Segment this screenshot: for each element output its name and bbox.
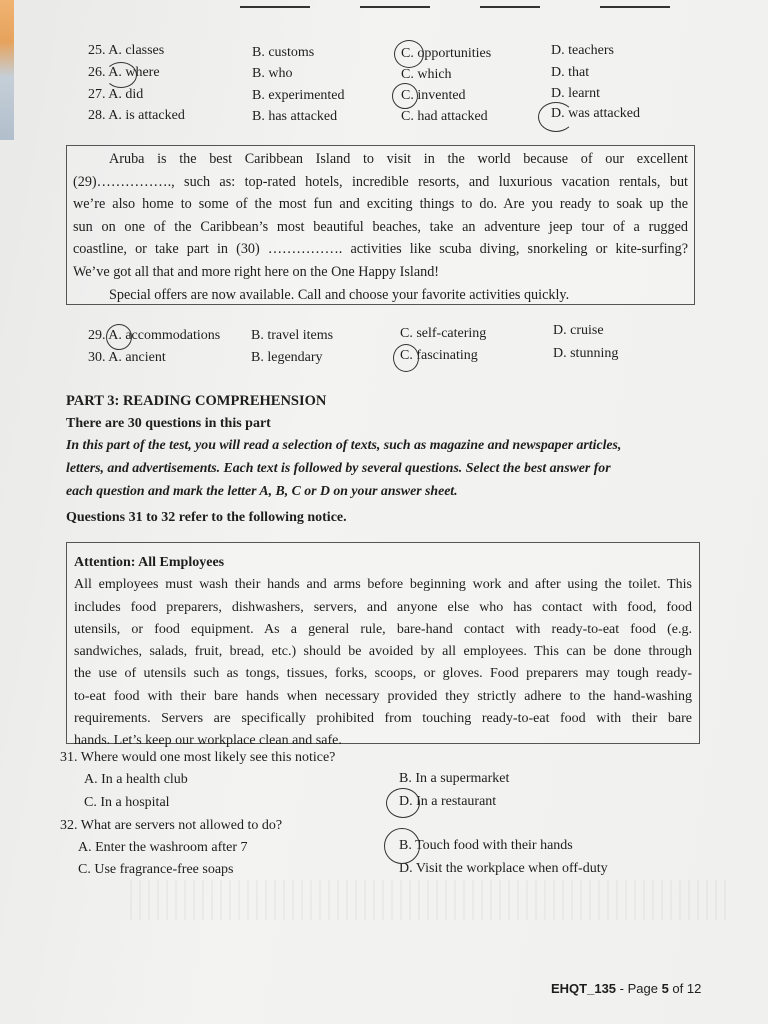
q26-a: 26. A. where [88, 65, 160, 80]
q29-d: D. cruise [553, 323, 604, 338]
q26-c: C. which [401, 67, 452, 82]
q30-a: 30. A. ancient [88, 350, 166, 365]
page-edge-strip [0, 0, 14, 140]
q30-c: C. fascinating [400, 348, 478, 363]
aruba-line-5: coastline, or take part in (30) ……………. activities like scuba diving, snorkeling or kite-surfing? [73, 241, 688, 258]
q29-a: 29. A. accommodations [88, 328, 221, 343]
aruba-line-4: sun on one of the Caribbean’s most beautiful beaches, take an adventure jeep tour of a rugged [73, 218, 688, 235]
part3-question-count: There are 30 questions in this part [66, 416, 271, 431]
answer-circle-q27 [392, 83, 418, 109]
part3-instructions-line-1: In this part of the test, you will read a selection of texts, such as magazine and newspaper articles, [66, 437, 622, 452]
answer-circle-q31 [386, 788, 420, 818]
q27-c: C. invented [401, 88, 466, 103]
aruba-line-3: we’re also home to some of the most fun and exciting things to do. Are you ready to soak up the [73, 196, 688, 213]
notice-line-8: hands. Let’s keep our workplace clean and safe. [74, 733, 342, 749]
notice-line-5: the use of utensils such as tongs, tissues, forks, scoops, or gloves. Food preparers may tough ready- [74, 666, 692, 682]
aruba-line-1: Aruba is the best Caribbean Island to visit in the world because of our excellent [109, 151, 688, 167]
answer-circle-q30 [393, 344, 419, 372]
q26-b: B. who [252, 66, 293, 81]
q27-b: B. experimented [252, 88, 345, 103]
q29-c: C. self-catering [400, 326, 487, 341]
q25-a: 25. A. classes [88, 43, 165, 58]
notice-line-1: All employees must wash their hands and arms before beginning work and after using the toilet. This [74, 577, 692, 593]
q28-b: B. has attacked [252, 109, 338, 124]
part3-instructions-line-2: letters, and advertisements. Each text is followed by several questions. Select the best answer for [66, 460, 611, 475]
q26-d: D. that [551, 65, 590, 80]
q32-b: B. Touch food with their hands [399, 838, 573, 853]
q28-a: 28. A. is attacked [88, 108, 185, 123]
q31-b: B. In a supermarket [399, 771, 510, 786]
notice-box [66, 542, 700, 749]
q27-a: 27. A. did [88, 87, 144, 102]
q28-d: D. was attacked [551, 106, 641, 121]
q32-d: D. Visit the workplace when off-duty [399, 861, 608, 876]
top-cut-marks [40, 0, 740, 12]
q30-d: D. stunning [553, 346, 619, 361]
q32-c: C. Use fragrance-free soaps [78, 862, 234, 877]
q31-stem: 31. Where would one most likely see this notice? [60, 750, 336, 765]
answer-circle-q25 [394, 40, 424, 68]
answer-circle-q28 [538, 102, 574, 132]
q25-c: C. opportunities [401, 46, 492, 61]
q30-b: B. legendary [251, 350, 323, 365]
exam-code: EHQT_135 [551, 981, 617, 996]
answer-circle-q29 [106, 324, 132, 350]
q31-a: A. In a health club [84, 772, 188, 787]
page-number: 5 [661, 981, 669, 996]
aruba-line-7: Special offers are now available. Call and choose your favorite activities quickly. [109, 286, 570, 303]
notice-line-6: to-eat food with their bare hands when necessary provided they strictly adhere to the hand-washing [74, 688, 692, 704]
q25-b: B. customs [252, 45, 315, 60]
answer-circle-q26 [105, 62, 137, 88]
footer-page-label: - Page [616, 981, 662, 996]
q32-stem: 32. What are servers not allowed to do? [60, 818, 283, 833]
page-footer [551, 981, 701, 996]
q31-d: D. In a restaurant [399, 794, 497, 809]
questions-31-32-reference: Questions 31 to 32 refer to the following notice. [66, 510, 347, 525]
notice-line-3: utensils, or food equipment. As a general rule, bare-hand contact with ready-to-eat food (e.g. [74, 621, 692, 637]
q29-b: B. travel items [251, 328, 334, 343]
scan-noise [130, 880, 730, 920]
part3-instructions-line-3: each question and mark the letter A, B, C or D on your answer sheet. [66, 483, 458, 498]
notice-line-4: sandwiches, salads, fruit, bread, etc.) should be avoided by all employees. This can be done through [74, 644, 692, 660]
q32-a: A. Enter the washroom after 7 [78, 840, 248, 855]
answer-circle-q32 [384, 828, 420, 864]
aruba-passage-box [66, 145, 695, 305]
aruba-line-2: (29)……………., such as: top-rated hotels, incredible resorts, and luxurious vacation rentals, but [73, 173, 688, 190]
part3-heading: PART 3: READING COMPREHENSION [66, 393, 327, 409]
page-total: of 12 [668, 981, 702, 996]
notice-line-2: includes food preparers, dishwashers, servers, and anyone else who has contact with food, food [74, 599, 692, 615]
q27-d: D. learnt [551, 86, 600, 101]
q25-d: D. teachers [551, 43, 614, 58]
q31-c: C. In a hospital [84, 795, 170, 810]
notice-line-7: requirements. Servers are specifically prohibited from touching ready-to-eat food with their bare [74, 711, 692, 727]
notice-title: Attention: All Employees [74, 555, 225, 570]
q28-c: C. had attacked [401, 109, 488, 124]
aruba-line-6: We’ve got all that and more right here on the One Happy Island! [73, 263, 440, 280]
